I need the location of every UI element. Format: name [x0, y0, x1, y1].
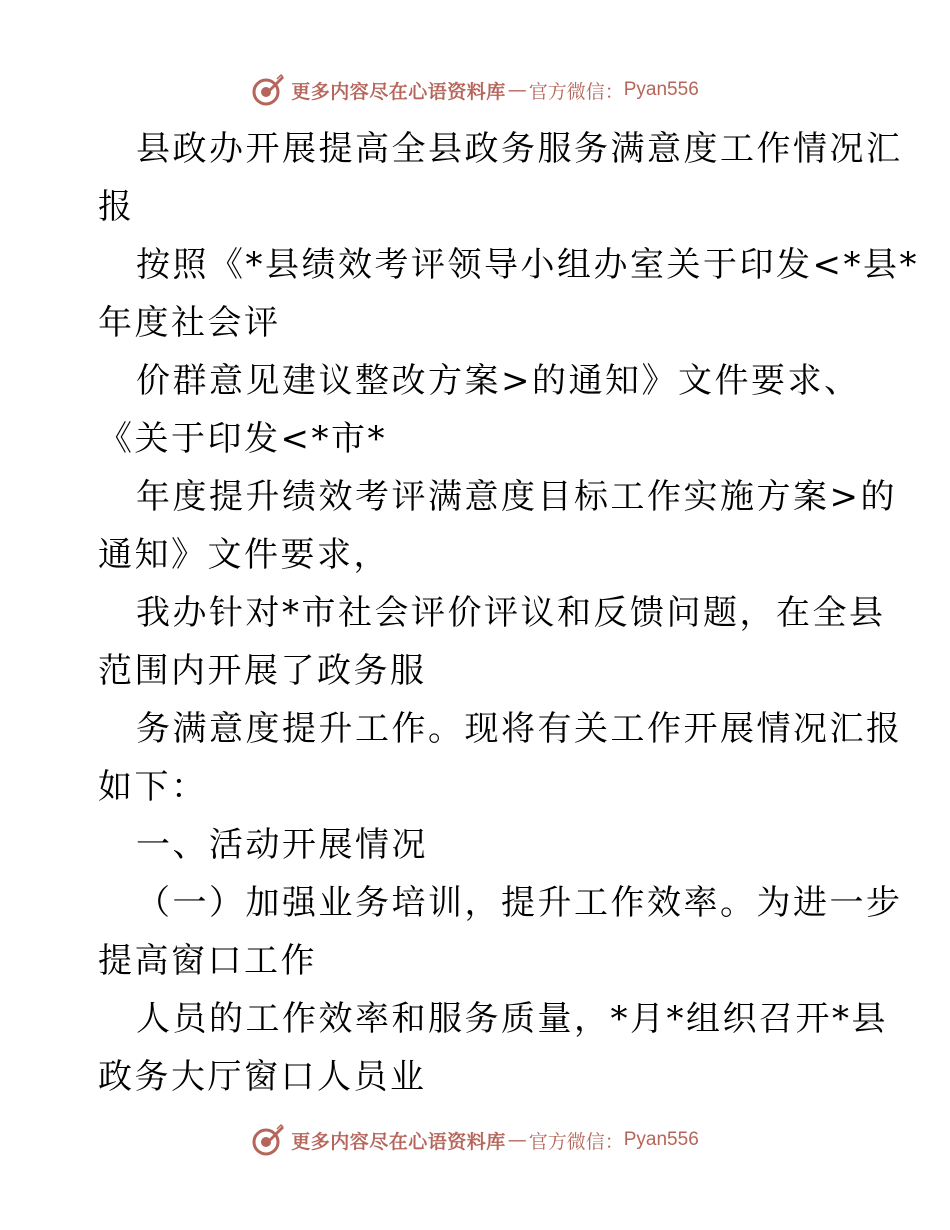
subsection-heading: （一）加强业务培训，提升工作效率。为进一步: [136, 883, 903, 923]
watermark-dash: —: [507, 79, 527, 101]
watermark-wechat-label: 官方微信：: [528, 1130, 624, 1153]
section-heading: 一、活动开展情况: [136, 825, 428, 865]
watermark-wechat-label: 官方微信：: [528, 80, 624, 103]
paragraph-line: 提高窗口工作: [98, 941, 317, 981]
quill-seal-icon: [251, 73, 285, 107]
watermark-wechat-id: Pyan556: [623, 79, 699, 100]
paragraph-line: 年度提升绩效考评满意度目标工作实施方案>的: [136, 477, 897, 517]
watermark-text: 更多内容尽在心语资料库: [291, 1130, 506, 1153]
watermark-text: 更多内容尽在心语资料库: [291, 80, 506, 103]
footer-watermark: [0, 1120, 950, 1160]
paragraph-line: 务满意度提升工作。现将有关工作开展情况汇报: [136, 709, 903, 749]
paragraph-line: 人员的工作效率和服务质量，*月*组织召开*县: [136, 999, 888, 1039]
paragraph-line: 政务大厅窗口人员业: [98, 1057, 427, 1097]
paragraph-line: 价群意见建议整改方案>的通知》文件要求、: [136, 361, 861, 401]
document-title-line-1: 县政办开展提高全县政务服务满意度工作情况汇: [136, 129, 903, 169]
watermark-dash: —: [507, 1129, 527, 1151]
paragraph-line: 《关于印发<*市*: [98, 419, 387, 459]
paragraph-line: 范围内开展了政务服: [98, 651, 427, 691]
header-watermark: [0, 70, 950, 110]
document-title-line-2: 报: [98, 187, 135, 227]
watermark-wechat-id: Pyan556: [623, 1129, 699, 1150]
paragraph-line: 我办针对*市社会评价评议和反馈问题，在全县: [136, 593, 886, 633]
paragraph-line: 通知》文件要求，: [98, 535, 390, 575]
paragraph-line: 按照《*县绩效考评领导小组办室关于印发<*县*: [136, 245, 919, 285]
paragraph-line: 如下：: [98, 767, 208, 807]
document-body: [98, 120, 919, 1106]
paragraph-line: 年度社会评: [98, 303, 281, 343]
quill-seal-icon: [251, 1123, 285, 1157]
